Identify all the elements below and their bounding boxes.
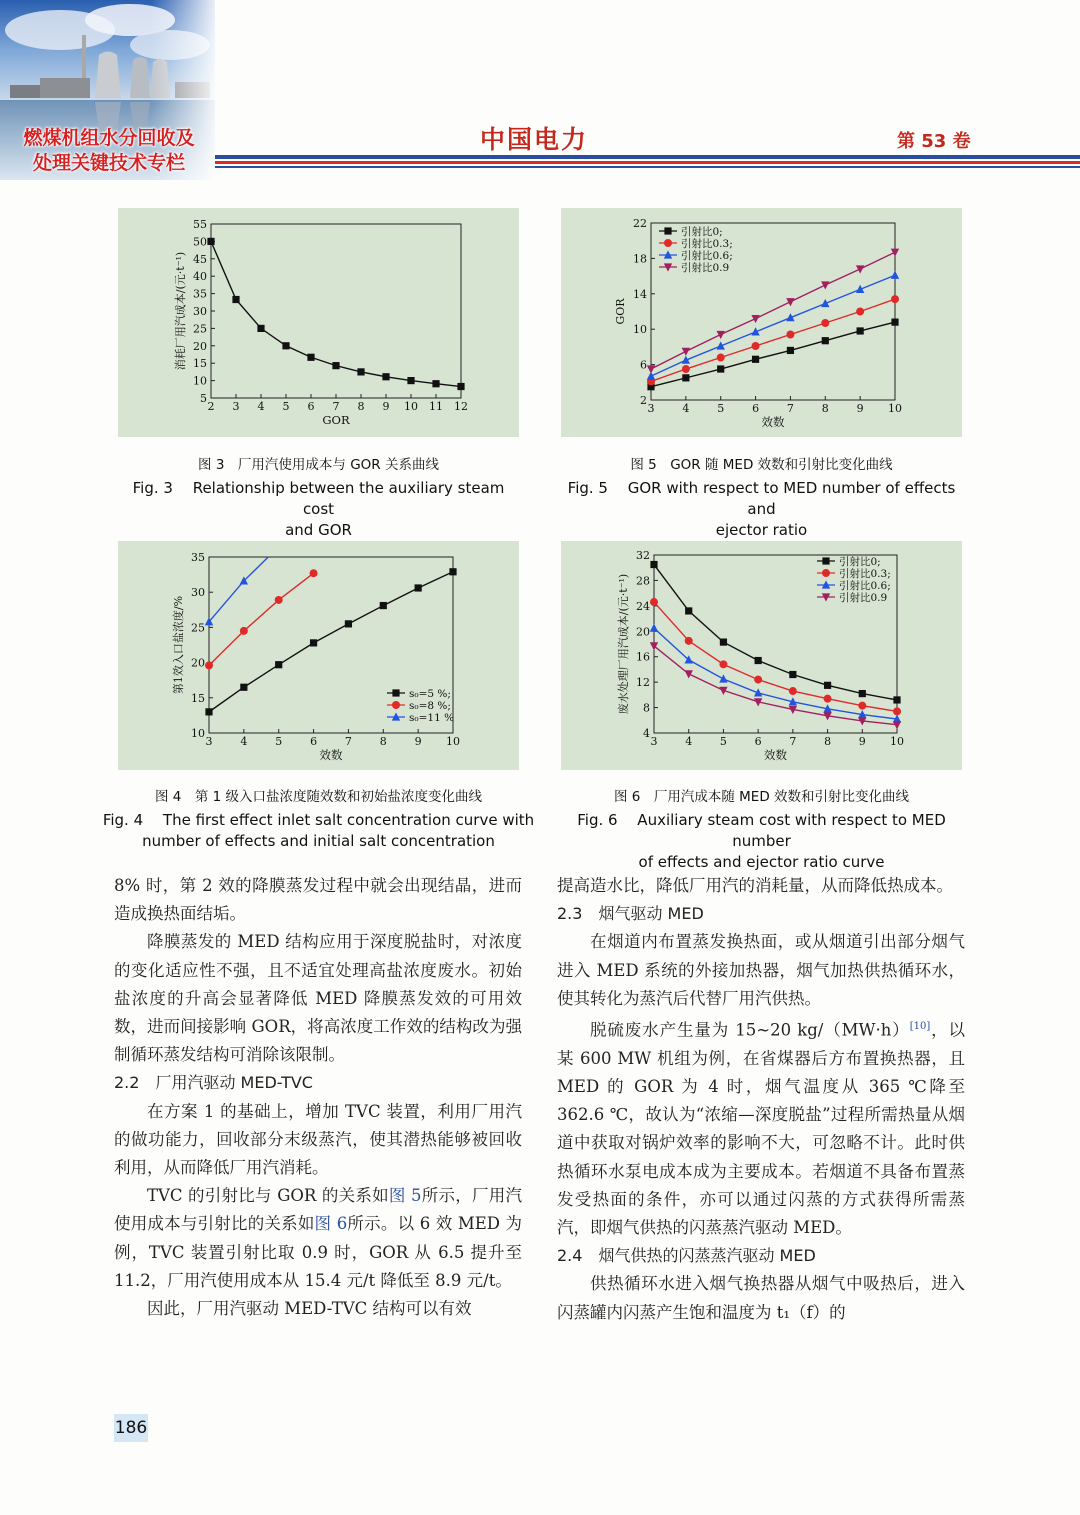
data-point <box>647 365 655 373</box>
data-point <box>824 695 832 703</box>
y-tick-label: 6 <box>640 358 647 372</box>
y-tick-label: 25 <box>193 322 207 336</box>
x-tick-label: 6 <box>307 400 315 413</box>
x-axis-label: 效数 <box>761 415 785 429</box>
y-tick-label: 10 <box>193 374 207 388</box>
paragraph <box>557 1013 965 1242</box>
y-tick-label: 28 <box>636 574 650 588</box>
paragraph: 因此，厂用汽驱动 MED-TVC 结构可以有效 <box>147 1299 472 1319</box>
figure-4-caption-en-line2: number of effects and initial salt concentration <box>142 832 495 850</box>
data-point <box>891 319 898 326</box>
y-axis-label: 第1效入口盐浓度/% <box>172 595 185 695</box>
data-point <box>717 365 724 372</box>
header-rule-blue-thin <box>215 166 1080 168</box>
data-point <box>755 657 762 664</box>
data-point <box>457 383 464 390</box>
legend-marker <box>392 689 399 696</box>
x-tick-label: 8 <box>821 402 829 415</box>
y-tick-label: 18 <box>633 252 647 266</box>
x-axis-label: 效数 <box>764 748 787 762</box>
legend-marker <box>822 569 830 577</box>
data-point <box>232 296 239 303</box>
x-tick-label: 8 <box>379 735 387 748</box>
legend-label: 引射比0; <box>681 226 723 238</box>
series-line <box>209 573 314 665</box>
x-tick-label: 3 <box>650 735 658 748</box>
series-1 <box>647 295 899 385</box>
data-point <box>682 348 690 356</box>
x-tick-label: 10 <box>888 402 902 415</box>
data-point <box>822 337 829 344</box>
y-tick-label: 20 <box>636 625 650 639</box>
data-point <box>307 354 314 361</box>
paragraph: 在方案 1 的基础上，增加 TVC 装置，利用厂用汽的做功能力，回收部分末级蒸汽，使其潜热能够被回收利用，从而降低厂用汽消耗。 <box>114 1101 522 1178</box>
figure-6-chart <box>561 541 962 770</box>
x-tick-label: 10 <box>890 735 904 748</box>
y-axis-label: GOR <box>614 298 627 325</box>
paragraph: 降膜蒸发的 MED 结构应用于深度脱盐时，对浓度的变化适应性不强，且不适宜处理高盐浓度废水。初始盐浓度的升高会显著降低 MED 降膜蒸发效的可用效数，进而间接影响 GOR，将高浓度工作效的结构改为强制循环蒸发结构可消除该限制。 <box>114 932 522 1065</box>
data-point <box>787 347 794 354</box>
series-0 <box>647 319 898 391</box>
data-point <box>345 620 352 627</box>
y-tick-label: 12 <box>636 676 650 690</box>
y-tick-label: 45 <box>193 252 207 266</box>
series-2 <box>647 271 899 380</box>
y-tick-label: 35 <box>191 551 205 564</box>
data-point <box>719 674 727 682</box>
x-axis-label: GOR <box>322 413 350 427</box>
legend-label: s₀=8 %; <box>409 700 451 712</box>
data-point <box>682 365 690 373</box>
legend-marker <box>664 227 671 234</box>
x-tick-label: 4 <box>685 735 693 748</box>
figure-4-caption-cn: 图 4 第 1 级入口盐浓度随效数和初始盐浓度变化曲线 <box>154 789 483 805</box>
data-point <box>720 638 727 645</box>
figure-5-caption <box>561 454 962 541</box>
figure-4-panel <box>118 541 519 770</box>
data-point <box>856 265 864 273</box>
y-tick-label: 10 <box>633 323 647 337</box>
y-axis-label: 消耗厂用汽成本/(元·t⁻¹) <box>174 251 187 371</box>
data-point <box>891 249 899 257</box>
figure-6-caption-en-line1: Fig. 6 Auxiliary steam cost with respect to MED number <box>577 811 946 850</box>
data-point <box>357 368 364 375</box>
data-point <box>650 624 658 632</box>
legend-marker <box>664 239 672 247</box>
legend <box>817 555 891 604</box>
figure-5-panel <box>561 208 962 437</box>
data-point <box>432 380 439 387</box>
data-point <box>240 684 247 691</box>
section-heading-2-2: 2.2 厂用汽驱动 MED-TVC <box>114 1073 313 1093</box>
page-number: 186 <box>114 1414 148 1442</box>
figure-3-caption-en-line2: and GOR <box>285 521 352 539</box>
y-tick-label: 16 <box>636 650 650 664</box>
figure-6-caption-en-line2: of effects and ejector ratio curve <box>638 853 885 871</box>
data-point <box>786 331 794 339</box>
series-1 <box>205 569 318 669</box>
data-point <box>821 281 829 289</box>
figure-3-panel <box>118 208 519 437</box>
legend-label: s₀=11 % <box>409 712 455 724</box>
data-point <box>407 377 414 384</box>
y-tick-label: 24 <box>636 599 650 613</box>
data-point <box>893 696 900 703</box>
y-tick-label: 15 <box>193 357 207 371</box>
legend-label: 引射比0.6; <box>681 250 733 262</box>
paragraph: 8% 时，第 2 效的降膜蒸发过程中就会出现结晶，进而造成换热面结垢。 <box>114 876 522 924</box>
y-tick-label: 40 <box>193 270 207 284</box>
x-tick-label: 7 <box>789 735 797 748</box>
data-point <box>415 584 422 591</box>
paragraph-text: TVC 的引射比与 GOR 的关系如 <box>147 1186 389 1206</box>
reference-10-link[interactable]: [10] <box>909 1021 931 1033</box>
paragraph: 提高造水比，降低厂用汽的消耗量，从而降低热成本。 <box>557 876 953 895</box>
data-point <box>717 354 725 362</box>
x-tick-label: 5 <box>717 402 725 415</box>
data-point <box>310 639 317 646</box>
volume-number: 第 53 卷 <box>897 131 971 152</box>
y-tick-label: 10 <box>191 727 205 740</box>
series-line <box>209 557 268 622</box>
paragraph: 在烟道内布置蒸发换热面，或从烟道引出部分烟气进入 MED 系统的外接加热器，烟气加热供热循环水，使其转化为蒸汽后代替厂用汽供热。 <box>557 932 965 1008</box>
data-point <box>380 602 387 609</box>
figure-6-panel <box>561 541 962 770</box>
y-tick-label: 30 <box>193 305 207 318</box>
y-tick-label: 22 <box>633 217 647 230</box>
data-point <box>858 702 866 710</box>
x-tick-label: 7 <box>786 402 794 415</box>
x-axis-label: 效数 <box>319 748 343 762</box>
x-tick-label: 11 <box>429 400 443 413</box>
data-point <box>310 569 318 577</box>
data-point <box>824 682 831 689</box>
figure-5-link[interactable]: 图 5 <box>388 1186 422 1206</box>
legend-marker <box>392 701 400 709</box>
y-tick-label: 4 <box>643 727 650 740</box>
figure-4-caption-en-line1: Fig. 4 The first effect inlet salt concentration curve with <box>102 811 535 829</box>
figure-3-caption-cn: 图 3 厂用汽使用成本与 GOR 关系曲线 <box>198 457 439 473</box>
data-point <box>856 308 864 316</box>
y-tick-label: 20 <box>191 656 205 670</box>
paragraph-text: 所示。以 6 效 MED 为例，TVC 装置引射比取 0.9 时，GOR 从 6.5 提升至 11.2，厂用汽使用成本从 15.4 元/t 降低至 8.9 元/t。 <box>114 1214 522 1290</box>
data-point <box>754 676 762 684</box>
x-tick-label: 4 <box>240 735 248 748</box>
data-point <box>751 315 759 323</box>
section-heading-2-4: 2.4 烟气供热的闪蒸蒸汽驱动 MED <box>557 1246 816 1266</box>
y-tick-label: 50 <box>193 235 207 249</box>
x-tick-label: 2 <box>207 400 215 413</box>
x-tick-label: 10 <box>404 400 418 413</box>
series-2 <box>205 557 268 625</box>
y-tick-label: 32 <box>636 549 650 562</box>
data-point <box>650 642 658 650</box>
x-tick-label: 5 <box>719 735 727 748</box>
x-tick-label: 8 <box>357 400 365 413</box>
paragraph-text: 脱硫废水产生量为 15~20 kg/（MW·h） <box>590 1020 910 1040</box>
legend <box>387 688 454 724</box>
data-point <box>207 238 214 245</box>
y-tick-label: 25 <box>191 621 205 635</box>
figure-6-caption <box>551 786 972 873</box>
x-tick-label: 4 <box>257 400 265 413</box>
figure-3-caption <box>118 454 519 541</box>
y-tick-label: 5 <box>200 392 207 405</box>
data-point <box>650 598 658 606</box>
figure-3-chart <box>118 208 519 437</box>
legend-label: s₀=5 %; <box>409 688 451 700</box>
x-tick-label: 9 <box>414 735 422 748</box>
data-point <box>821 319 829 327</box>
x-tick-label: 6 <box>754 735 762 748</box>
data-point <box>789 671 796 678</box>
data-point <box>752 356 759 363</box>
axes <box>173 218 468 427</box>
figure-5-caption-en <box>561 478 962 541</box>
plot-frame <box>211 224 461 398</box>
data-point <box>891 271 899 279</box>
y-tick-label: 14 <box>633 287 647 301</box>
x-tick-label: 7 <box>332 400 340 413</box>
figure-4-caption-en <box>98 810 539 852</box>
y-tick-label: 15 <box>191 691 205 705</box>
data-point <box>449 568 456 575</box>
x-tick-label: 3 <box>232 400 240 413</box>
figure-4-caption <box>98 786 539 852</box>
data-point <box>891 295 899 303</box>
x-tick-label: 6 <box>310 735 318 748</box>
data-point <box>650 561 657 568</box>
x-tick-label: 5 <box>282 400 290 413</box>
data-point <box>786 298 794 306</box>
figure-6-caption-en <box>551 810 972 873</box>
data-point <box>682 374 689 381</box>
body-right-column <box>557 872 965 1327</box>
section-heading-2-3: 2.3 烟气驱动 MED <box>557 904 704 924</box>
x-tick-label: 5 <box>275 735 283 748</box>
figure-5-caption-en-line2: ejector ratio <box>715 521 808 539</box>
legend-label: 引射比0.9 <box>839 592 888 604</box>
figure-6-link[interactable]: 图 6 <box>314 1214 348 1234</box>
x-tick-label: 3 <box>205 735 213 748</box>
axes <box>614 217 902 429</box>
data-point <box>205 708 212 715</box>
header-rule-blue <box>215 155 1080 159</box>
x-tick-label: 9 <box>858 735 866 748</box>
data-point <box>685 607 692 614</box>
legend-label: 引射比0.3; <box>839 568 891 580</box>
axes <box>171 551 460 762</box>
figure-5-caption-en-line1: Fig. 5 GOR with respect to MED number of effects and <box>567 479 956 518</box>
legend-label: 引射比0.6; <box>839 580 891 592</box>
x-tick-label: 7 <box>344 735 352 748</box>
x-tick-label: 4 <box>682 402 690 415</box>
figure-5-caption-cn: 图 5 GOR 随 MED 效数和引射比变化曲线 <box>630 457 893 473</box>
paragraph-text: 所示，厂用汽使用成本与引射比的关系如 <box>114 1186 522 1234</box>
x-tick-label: 8 <box>824 735 832 748</box>
data-point <box>717 331 725 339</box>
header-rule-red <box>215 161 1080 164</box>
data-point <box>893 721 901 729</box>
figure-4-chart <box>118 541 519 770</box>
page-header <box>0 0 1080 180</box>
x-tick-label: 10 <box>446 735 460 748</box>
data-point <box>240 627 248 635</box>
data-point <box>789 687 797 695</box>
data-point <box>275 661 282 668</box>
legend-label: 引射比0.9 <box>681 262 730 274</box>
x-tick-label: 9 <box>856 402 864 415</box>
data-point <box>382 373 389 380</box>
data-point <box>719 660 727 668</box>
data-point <box>275 596 283 604</box>
figure-6-caption-cn: 图 6 厂用汽成本随 MED 效数和引射比变化曲线 <box>613 789 910 805</box>
y-tick-label: 8 <box>643 701 650 715</box>
data-point <box>205 661 213 669</box>
column-title-line2: 处理关键技术专栏 <box>32 152 185 174</box>
figure-5-chart <box>561 208 962 437</box>
column-title-line1: 燃煤机组水分回收及 <box>23 127 195 149</box>
y-tick-label: 2 <box>640 394 647 407</box>
x-tick-label: 6 <box>752 402 760 415</box>
data-point <box>685 637 693 645</box>
data-point <box>859 690 866 697</box>
series-0 <box>207 238 464 390</box>
paragraph-text: ，以某 600 MW 机组为例，在省煤器后方布置换热器，且 MED 的 GOR 为 4 时，烟气温度从 365 ℃降至 362.6 ℃，故认为“浓缩—深度脱盐”过程所需热量从烟道中获取对锅炉效率的影响不大，可忽略不计。此时供热循环水泵电成本成为主要成本。若烟道不具备布置蒸发受热面的条件，亦可以通过闪蒸的方式获得所需蒸汽，即烟气供热的闪蒸蒸汽驱动 MED。 <box>557 1020 966 1237</box>
data-point <box>257 325 264 332</box>
data-point <box>752 342 760 350</box>
legend-marker <box>822 557 829 564</box>
x-tick-label: 12 <box>454 400 468 413</box>
legend <box>659 225 733 274</box>
legend-label: 引射比0; <box>839 556 881 568</box>
column-title <box>4 126 214 176</box>
figure-3-caption-en-line1: Fig. 3 Relationship between the auxiliary steam cost <box>132 479 505 518</box>
paragraph: 供热循环水进入烟气换热器从烟气中吸热后，进入闪蒸罐内闪蒸产生饱和温度为 t₁（f）的 <box>557 1274 965 1322</box>
y-axis-label: 废水处理厂用汽成本/(元·t⁻¹) <box>617 573 630 715</box>
x-tick-label: 9 <box>382 400 390 413</box>
body-left-column <box>114 872 522 1323</box>
x-tick-label: 3 <box>647 402 655 415</box>
y-tick-label: 35 <box>193 287 207 301</box>
y-tick-label: 30 <box>191 586 205 600</box>
legend-label: 引射比0.3; <box>681 238 733 250</box>
data-point <box>332 362 339 369</box>
data-point <box>857 327 864 334</box>
y-tick-label: 20 <box>193 339 207 353</box>
figure-3-caption-en <box>118 478 519 541</box>
data-point <box>685 670 693 678</box>
paragraph <box>114 1182 522 1295</box>
data-point <box>893 707 901 715</box>
y-tick-label: 55 <box>193 218 207 231</box>
data-point <box>282 342 289 349</box>
journal-name: 中国电力 <box>480 125 589 154</box>
